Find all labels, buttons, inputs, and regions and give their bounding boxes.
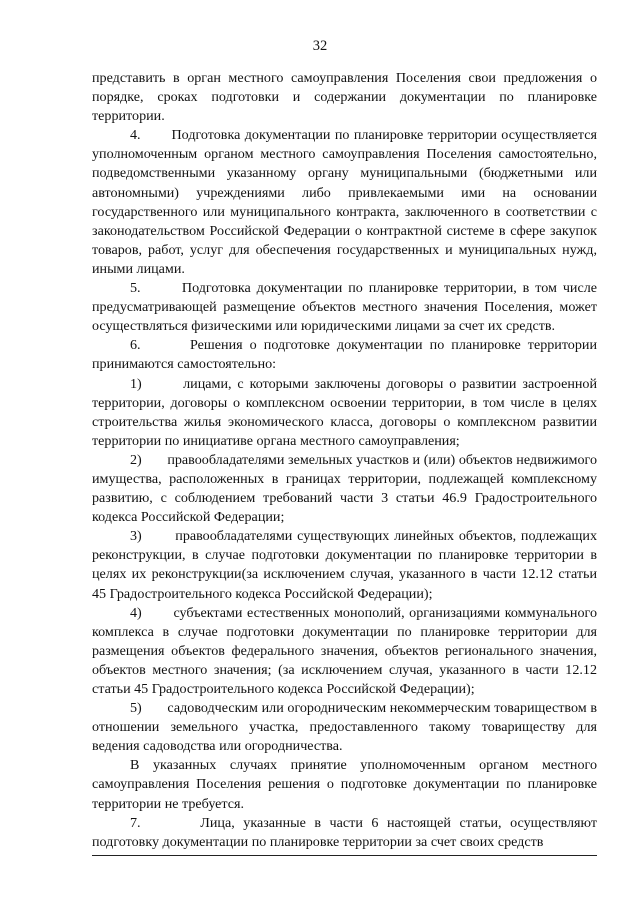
- list-item-5: 5) садоводческим или огородническим некоммерческим товариществом в отношении земельного участка, предоставленного такому товариществу для ведения садоводства или огородничества.: [92, 700, 597, 755]
- paragraph-part-4: 4. Подготовка документации по планировке территории осуществляется уполномоченным органом местного самоуправления Поселения самостоятельно, подведомственными указанному органу муниципальными (бюджетными или автономными) учреждениями либо привлекаемыми ими на основании государственного или муниципального контракта, заключенного в соответствии с законодательством Российской Федерации о контрактной системе в сфере закупок товаров, работ, услуг для обеспечения государственных и муниципальных нужд, иными лицами.: [92, 127, 597, 277]
- paragraph-continuation: представить в орган местного самоуправления Поселения свои предложения о порядке, сроках подготовки и содержании документации по планировке территории.: [92, 70, 597, 125]
- list-item-1: 1) лицами, с которыми заключены договоры о развитии застроенной территории, договоры о комплексном освоении территории, в том числе в целях строительства жилья экономического класса, договоры о комплексном развитии территории по инициативе органа местного самоуправления;: [92, 375, 597, 449]
- list-item-2: 2) правообладателями земельных участков и (или) объектов недвижимого имущества, расположенных в границах территории, подлежащей комплексному развитию, с соблюдением требований части 3 статьи 46.9 Градостроительного кодекса Российской Федерации;: [92, 451, 597, 526]
- list-item-4: 4) субъектами естественных монополий, организациями коммунального комплекса в случае подготовки документации по планировке территории для размещения объектов федерального значения, объектов регионального значения, объектов местного значения; (за исключением случая, указанного в части 12.12 статьи 45 Градостроительного кодекса Российской Федерации);: [92, 604, 597, 697]
- paragraph-note: В указанных случаях принятие уполномоченным органом местного самоуправления Поселения решения о подготовке документации по планировке территории не требуется.: [92, 757, 597, 812]
- document-body: [92, 69, 597, 852]
- list-item-3: 3) правообладателями существующих линейных объектов, подлежащих реконструкции, в случае подготовки документации по планировке территории в целях их реконструкции(за исключением случая, указанного в части 12.12 статьи 45 Градостроительного кодекса Российской Федерации);: [92, 528, 597, 602]
- paragraph-part-5: 5. Подготовка документации по планировке территории, в том числе предусматривающей размещение объектов местного значения Поселения, может осуществляться физическими или юридическими лицами за счет их средств.: [92, 280, 597, 335]
- page-number: 32: [312, 38, 328, 54]
- footer-divider: [92, 855, 597, 856]
- paragraph-part-6: 6. Решения о подготовке документации по планировке территории принимаются самостоятельно:: [92, 337, 597, 373]
- paragraph-part-7: 7. Лица, указанные в части 6 настоящей статьи, осуществляют подготовку документации по планировке территории за счет своих средств: [92, 814, 597, 850]
